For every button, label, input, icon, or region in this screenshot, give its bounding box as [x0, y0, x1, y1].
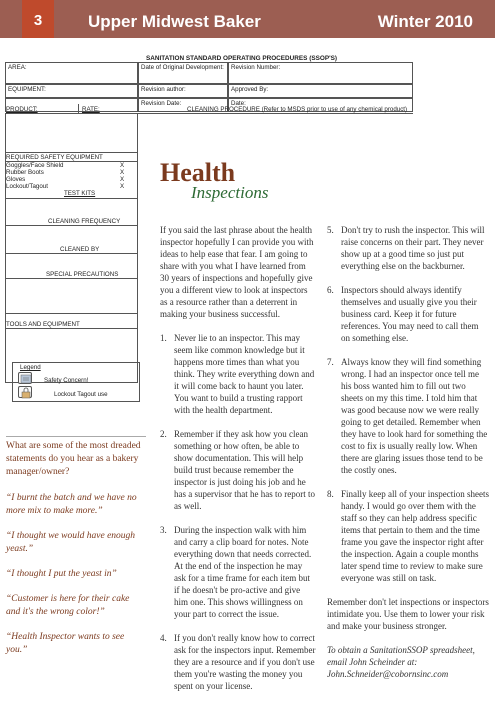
revision-number-cell: Revision Number:: [228, 62, 413, 84]
page-number: 3: [22, 0, 54, 38]
magazine-title: Upper Midwest Baker: [88, 12, 261, 31]
contact-email[interactable]: John.Schneider@cobornsinc.com: [327, 669, 449, 679]
equipment-cell: EQUIPMENT:: [5, 84, 138, 98]
article-subtitle: Inspections: [191, 183, 269, 202]
safety-concern-icon: [18, 372, 32, 384]
tools-label: TOOLS AND EQUIPMENT: [6, 321, 80, 328]
contact-line-2: email John Scheinder at:: [327, 657, 418, 667]
safety-mark: X: [120, 183, 125, 190]
safety-mark: X: [120, 176, 125, 183]
test-kits-label: TEST KITS: [64, 190, 96, 197]
approved-by-cell: Approved By:: [228, 84, 413, 98]
original-date-cell: Date of Original Development:: [138, 62, 228, 84]
sidebar-quote: “I thought I put the yeast in”: [6, 569, 117, 579]
safety-item: Gloves: [6, 176, 26, 183]
sidebar-divider: [6, 436, 146, 437]
contact-block: [327, 644, 489, 680]
date-cell: Date:: [228, 98, 413, 112]
rate-label: RATE:: [82, 106, 100, 113]
legend-safety-text: Safety Concern!: [44, 377, 89, 384]
product-label: PRODUCT:: [6, 106, 38, 113]
issue-label: Winter 2010: [377, 12, 473, 31]
special-precautions-label: SPECIAL PRECAUTIONS: [46, 271, 119, 278]
list-item: 7. Always know they will find something wrong. I had an inspector once tell me his boss wanted him to fill out two sheets on my this time. I told him that was good because now we were really going to get detailed. Remember when they have to look hard for something the cost to fix is usually really low. When there are glaring issues those tend to be the costly ones.: [327, 357, 488, 475]
list-item: 5. Don't try to rush the inspector. This will raise concerns on their part. They never show up at a good time so just put everything else on the backburner.: [327, 225, 485, 271]
list-item: 8. Finally keep all of your inspection sheets handy. I would go over them with the staff so they can help address specific items that pertain to them and the time frame you gave the inspector right after the inspection. Again a couple months later spend time to review to make sure everyone was still on task.: [327, 489, 489, 583]
revision-date-cell: Revision Date:: [138, 98, 228, 112]
safety-item: Goggles/Face Shield: [6, 162, 64, 169]
safety-item: Rubber Boots: [6, 169, 44, 176]
form-title: SANITATION STANDARD OPERATING PROCEDURES (SSOP'S): [146, 55, 337, 62]
safety-item: Lockout/Tagout: [6, 183, 48, 190]
article-list-1: [160, 332, 316, 692]
lockout-tagout-icon: [18, 386, 32, 398]
list-item: 3. During the inspection walk with him and carry a clip board for notes. Note everything down that needs corrected. At the end of the inspection he may ask for a time frame for each item but if he doesn't be pro-active and give him one. This shows willingness on your part to correct the issue.: [160, 525, 312, 619]
list-item: 4. If you don't really know how to correct ask for the inspectors input. Remember they are a resource and if you don't use them you're wasting the money you spent on your license.: [160, 633, 316, 691]
sidebar-quote: “Customer is here for their cake and it's the wrong color!”: [6, 594, 130, 617]
article-title: Health: [160, 158, 236, 187]
contact-line-1: To obtain a SanitationSSOP spreadsheet,: [327, 645, 475, 655]
sidebar-quote: “Health Inspector wants to see you.”: [6, 632, 125, 655]
article-column-1: [160, 224, 316, 704]
list-item: 6. Inspectors should always identify themselves and usually give you their business card. Keep it for future references. You may need to call them on something else.: [327, 285, 479, 343]
article-column-2: [327, 224, 489, 680]
sidebar-quotes: [6, 440, 146, 669]
sidebar-question: What are some of the most dreaded statements do you hear as a bakery manager/owner?: [6, 441, 141, 477]
sidebar-quote: “I burnt the batch and we have no more mix to make more.”: [6, 493, 137, 516]
article-list-2: [327, 224, 489, 584]
list-item: 2. Remember if they ask how you clean something or how often, be able to show documentation. This will help build trust because remember the inspector is just doing his job and he has a supervisor that he has to report to as well.: [160, 429, 315, 511]
revision-author-cell: Revision author:: [138, 84, 228, 98]
cleaning-procedure-label: CLEANING PROCEDURE (Refer to MSDS prior to use of any chemical product): [187, 106, 408, 113]
safety-mark: X: [120, 169, 125, 176]
article-closing: Remember don't let inspections or inspectors intimidate you. Use them to lower your risk and make your business stronger.: [327, 597, 489, 631]
area-cell: AREA:: [5, 62, 138, 84]
legend-label: Legend: [20, 364, 41, 371]
sidebar-quote: “I thought we would have enough yeast.”: [6, 531, 136, 554]
legend-lockout-text: Lockout Tagout use: [54, 391, 108, 398]
article-intro: If you said the last phrase about the health inspector hopefully I can provide you with ideas to help ease that fear. I am going to share with you what I have learned from 30 years of inspections and hopefully give you a different view to look at inspectors as a resource rather than a deterrent in making your business successful.: [160, 225, 314, 319]
safety-mark: X: [120, 162, 125, 169]
list-item: 1. Never lie to an inspector. This may seem like common knowledge but it happens more times than what you think. They write everything down and it will come back to haunt you later. You want to build a trusting rapport with the health department.: [160, 333, 315, 415]
cleaned-by-label: CLEANED BY: [60, 246, 100, 253]
cleaning-frequency-label: CLEANING FREQUENCY: [48, 218, 121, 225]
safety-heading: REQUIRED SAFETY EQUIPMENT: [6, 154, 103, 161]
